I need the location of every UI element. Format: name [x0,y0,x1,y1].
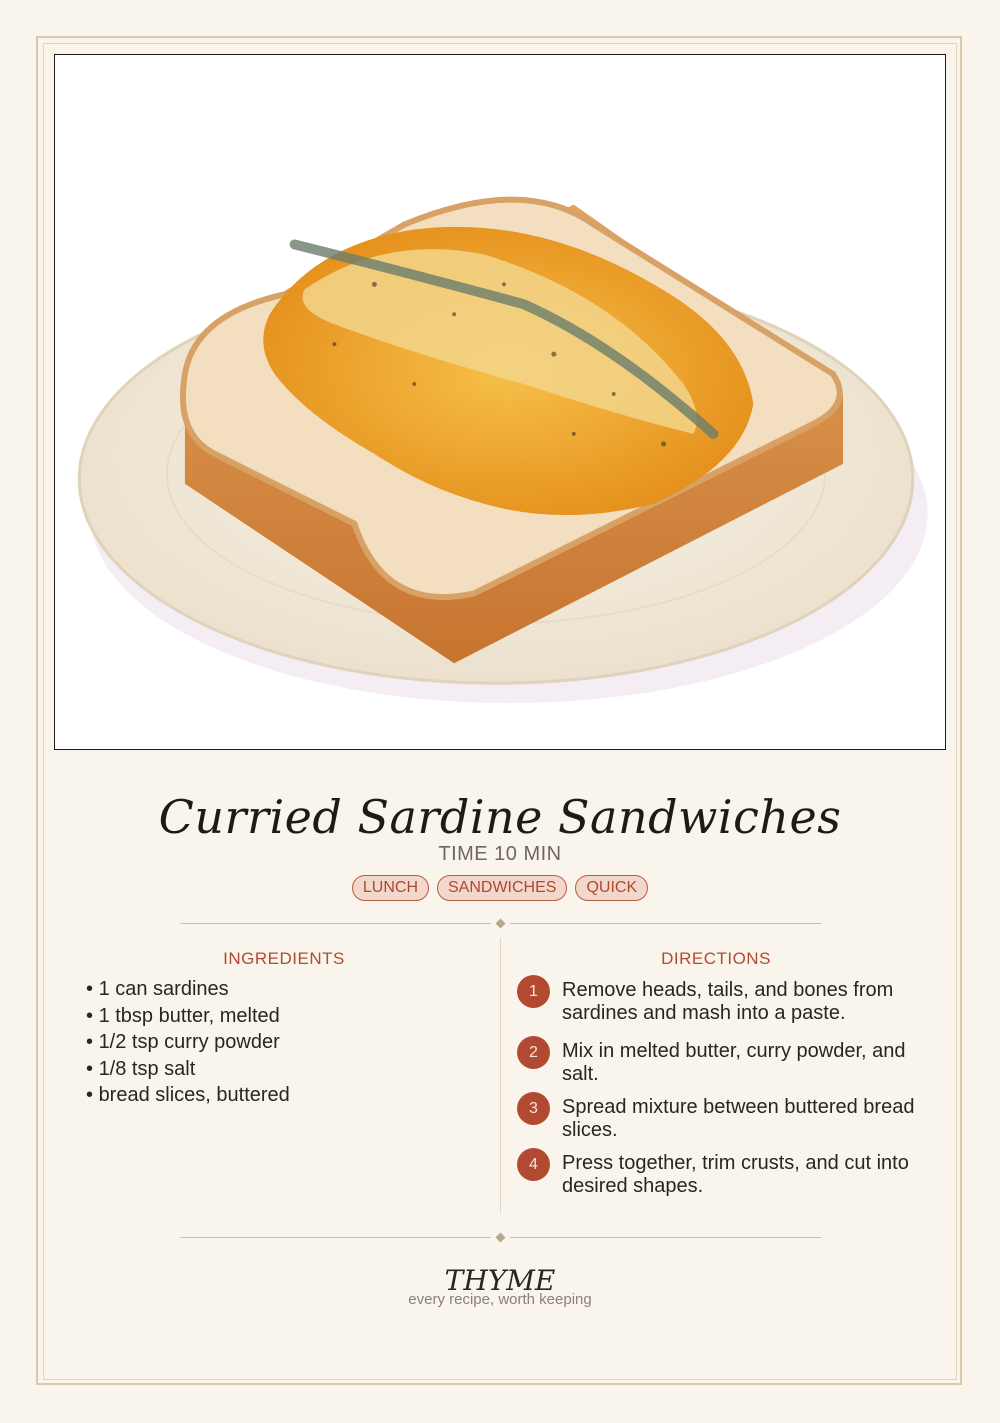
ingredient-item: • 1/8 tsp salt [86,1056,486,1083]
tag-quick[interactable]: QUICK [575,875,648,901]
ingredients-heading: INGREDIENTS [223,949,345,968]
recipe-illustration [54,54,946,750]
divider-bottom-left [180,1237,491,1238]
step-number-badge: 2 [517,1036,550,1069]
step-text: Remove heads, tails, and bones from sardines and mash into a paste. [562,979,894,1024]
brand-name: THYME [444,1264,556,1297]
tag-list [0,875,1000,901]
tag-lunch[interactable]: LUNCH [352,875,429,901]
sardine-toast-illustration [55,55,945,749]
direction-step [517,975,937,1036]
ingredient-item: • bread slices, buttered [86,1082,486,1109]
step-number-badge: 3 [517,1092,550,1125]
step-text: Spread mixture between buttered bread slices. [562,1096,915,1141]
direction-step [517,1092,937,1148]
time-value: 10 MIN [494,843,562,865]
divider-bottom-right [510,1237,821,1238]
column-divider [500,938,501,1213]
divider-top-left [180,923,491,924]
brand-tagline: every recipe, worth keeping [408,1291,592,1308]
direction-step [517,1036,937,1092]
time-label: TIME [438,843,489,865]
divider-top-right [510,923,821,924]
recipe-time [0,843,1000,866]
step-number-badge: 4 [517,1148,550,1181]
recipe-title: Curried Sardine Sandwiches [158,790,842,844]
ingredients-list [86,976,486,1109]
ingredient-item: • 1 tbsp butter, melted [86,1003,486,1030]
tag-sandwiches[interactable]: SANDWICHES [437,875,567,901]
step-number-badge: 1 [517,975,550,1008]
step-text: Press together, trim crusts, and cut into desired shapes. [562,1152,909,1197]
directions-heading: DIRECTIONS [661,949,771,968]
directions-list [517,975,937,1204]
ingredient-item: • 1/2 tsp curry powder [86,1029,486,1056]
direction-step [517,1148,937,1204]
ingredient-item: • 1 can sardines [86,976,486,1003]
step-text: Mix in melted butter, curry powder, and salt. [562,1040,906,1085]
